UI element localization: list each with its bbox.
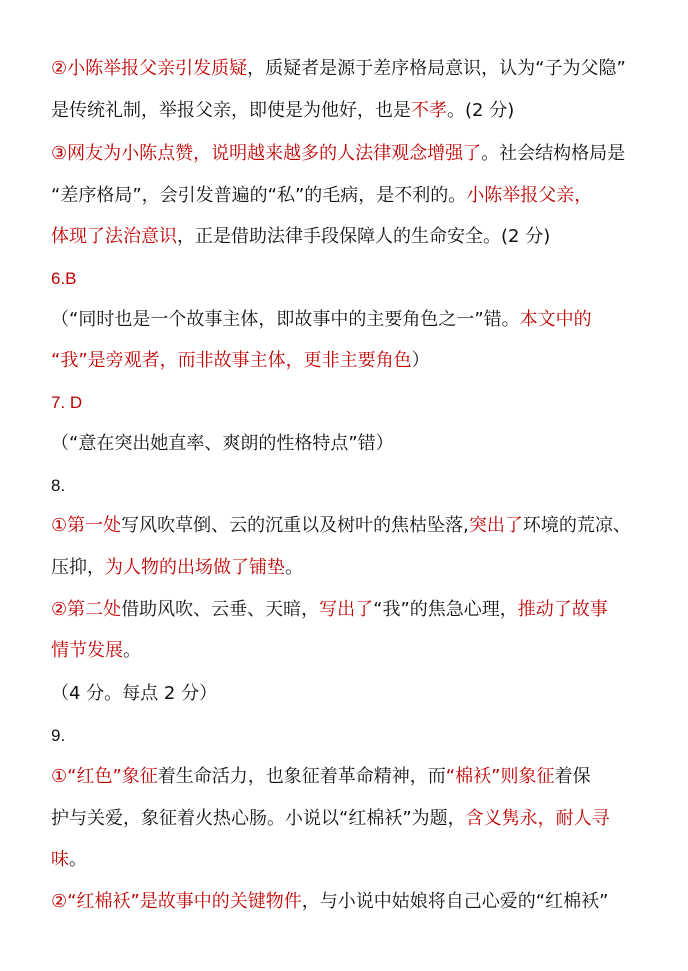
segment: ①第一处 (51, 515, 122, 536)
segment: 不孝 (411, 100, 447, 121)
segment: 本文中的 (519, 309, 592, 330)
segment: 借助风吹、云垂、天暗， (121, 599, 320, 620)
segment: 体现了法治意识 (51, 226, 177, 247)
line-q5-3-b (51, 187, 592, 205)
segment: ②第二处 (51, 599, 122, 620)
segment: 护与关爱，象征着火热心肠。小说以“红棉袄”为题， (51, 808, 466, 829)
segment: ③网友为小陈点赞，说明越来越多的人法律观念增强了 (51, 143, 482, 164)
segment: 环境的荒凉、 (522, 515, 631, 536)
segment: （“意在突出她直率、爽朗的性格特点”错） (51, 433, 394, 454)
line-q8-1-a (51, 517, 631, 535)
segment: 7. D (51, 393, 83, 412)
line-q7-answer (51, 394, 82, 411)
segment: ，与小说中姑娘将自己心爱的“红棉袄” (301, 891, 609, 912)
segment: 6.B (51, 269, 77, 288)
segment: ②小陈举报父亲引发质疑 (51, 58, 248, 79)
segment: “棉袄”则象征 (445, 766, 555, 787)
line-q6-explain-b (51, 352, 430, 370)
segment: 。 (285, 557, 303, 578)
line-q8-score (51, 685, 217, 703)
line-q7-explain (51, 435, 394, 453)
segment: 写风吹草倒、云的沉重以及树叶的焦枯坠落, (121, 515, 469, 536)
line-q5-2-b (51, 102, 514, 120)
segment: 情节发展 (51, 640, 123, 661)
segment: 味 (51, 849, 69, 870)
segment: 小陈举报父亲， (466, 185, 593, 206)
segment: （“同时也是一个故事主体，即故事中的主要角色之一”错。 (51, 309, 520, 330)
segment: “我”的焦急心理， (373, 599, 518, 620)
segment: “差序格局”，会引发普遍的“私”的毛病，是不利的。 (51, 185, 467, 206)
segment: 含义隽永，耐人寻 (465, 808, 610, 829)
segment: （4 分。每点 2 分） (51, 683, 218, 704)
line-q6-answer (51, 270, 77, 287)
segment: 压抑， (51, 557, 105, 578)
segment: ②“红棉袄”是故事中的关键物件 (51, 891, 302, 912)
segment: 。社会结构格局是 (481, 143, 626, 164)
segment: ①“红色” (51, 766, 122, 787)
segment: 为人物的出场做了铺垫 (105, 557, 285, 578)
segment: 推动了故事 (517, 599, 608, 620)
line-q8-1-b (51, 559, 303, 577)
line-q5-2-a (51, 60, 626, 78)
segment: 着保 (554, 766, 591, 787)
line-q9-1-a (51, 768, 590, 786)
line-q9-2-a (51, 893, 608, 911)
segment: 是传统礼制，举报父亲，即使是为他好，也是 (51, 100, 411, 121)
segment: ，正是借助法律手段保障人的生命安全。(2 分) (177, 226, 551, 247)
segment: 。 (69, 849, 87, 870)
line-q8-2-b (51, 642, 141, 660)
segment: “我”是旁观者，而非故事主体，更非主要角色 (51, 350, 412, 371)
line-q9-1-c (51, 851, 87, 869)
line-q8-number (51, 477, 65, 494)
line-q9-number (51, 727, 65, 744)
segment: ） (411, 350, 430, 371)
line-q6-explain-a (51, 311, 592, 329)
segment: 象征 (121, 766, 158, 787)
segment: ，质疑者是源于差序格局意识，认为“子为父隐” (247, 58, 626, 79)
segment: 9. (51, 726, 66, 745)
segment: 突出了 (468, 515, 523, 536)
segment: 8. (51, 476, 66, 495)
line-q8-2-a (51, 601, 608, 619)
segment: 写出了 (319, 599, 374, 620)
line-q9-1-b (51, 810, 610, 828)
segment: 着生命活力，也象征着革命精神，而 (157, 766, 446, 787)
segment: 。 (123, 640, 141, 661)
line-q5-3-a (51, 145, 625, 163)
segment: 。(2 分) (447, 100, 515, 121)
line-q5-3-c (51, 228, 550, 246)
